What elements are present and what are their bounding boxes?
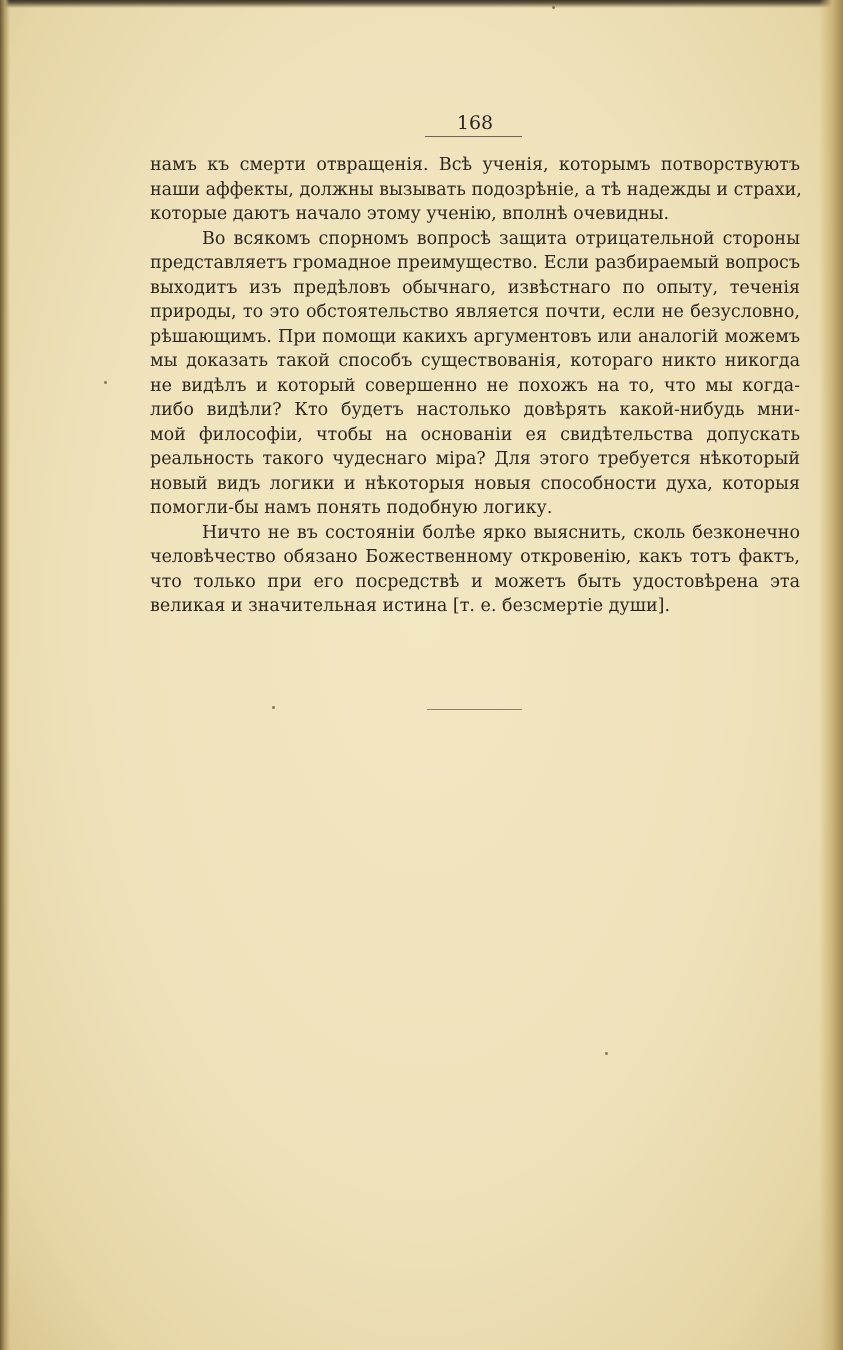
paper-speck: [552, 6, 555, 9]
text-line: Ничто не въ состояніи болѣе ярко выяснить, сколь безконечно: [202, 522, 800, 543]
text-line: рѣшающимъ. При помощи какихъ аргументовъ или аналогій можемъ: [150, 326, 800, 347]
text-line: намъ къ смерти отвращенія. Всѣ ученія, которымъ потворствуютъ: [150, 155, 800, 175]
page-left-edge: [0, 0, 10, 1350]
text-line: выходитъ изъ предѣловъ обычнаго, извѣстнаго по опыту, теченія: [150, 277, 800, 298]
text-line: помогли-бы намъ понять подобную логику.: [150, 498, 553, 518]
paper-speck: [605, 1052, 608, 1055]
text-line: Во всякомъ спорномъ вопросѣ защита отрицательной стороны: [202, 228, 800, 249]
text-line: представляетъ громадное преимущество. Если разбираемый вопросъ: [150, 253, 800, 273]
page-top-edge: [0, 0, 843, 8]
text-line: что только при его посредствѣ и можетъ быть удостовѣрена эта: [150, 571, 800, 592]
section-end-rule: [427, 709, 522, 710]
text-line: либо видѣли? Кто будетъ настолько довѣрять какой-нибудь мни-: [150, 400, 800, 420]
text-line: природы, то это обстоятельство является почти, если не безусловно,: [150, 302, 800, 322]
text-line: человѣчество обязано Божественному откровенію, какъ тотъ фактъ,: [150, 547, 800, 567]
text-line: наши аффекты, должны вызывать подозрѣніе, а тѣ надежды и страхи,: [150, 179, 802, 200]
text-line: реальность такого чудеснаго міра? Для этого требуется нѣкоторый: [150, 449, 800, 469]
paper-speck: [272, 706, 275, 709]
text-line: мы доказать такой способъ существованія, котораго никто никогда: [150, 351, 800, 371]
text-line: новый видъ логики и нѣкоторыя новыя способности духа, которыя: [150, 473, 800, 494]
page-number-rule: [425, 136, 522, 137]
page-number: 168: [456, 112, 494, 134]
body-text: [150, 153, 800, 619]
page-right-edge: [819, 0, 843, 1350]
text-line: мой философіи, чтобы на основаніи ея свидѣтельства допускать: [150, 424, 800, 445]
text-line: которые даютъ начало этому ученію, вполнѣ очевидны.: [150, 204, 670, 224]
text-line: великая и значительная истина [т. е. безсмертіе души].: [150, 596, 671, 616]
paper-speck: [104, 381, 107, 384]
text-line: не видѣлъ и который совершенно не похожъ на то, что мы когда-: [150, 375, 800, 396]
